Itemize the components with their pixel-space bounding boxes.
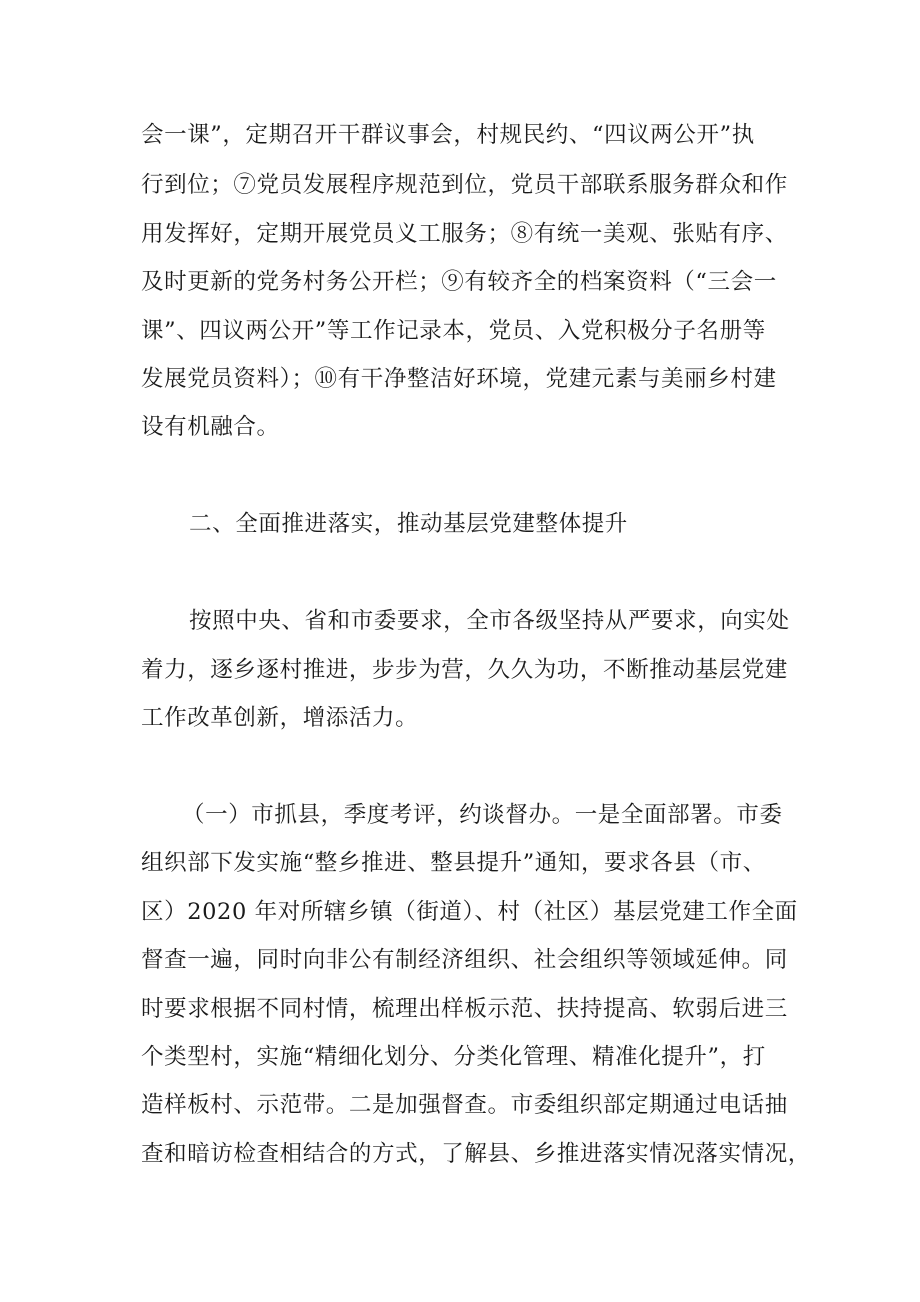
section-heading: 二、全面推进落实，推动基层党建整体提升 — [189, 511, 628, 537]
paragraph-1-line-4: 及时更新的党务村务公开栏；⑨有较齐全的档案资料（“三会一 — [141, 269, 777, 295]
paragraph-2-line-2: 着力，逐乡逐村推进，步步为营，久久为功，不断推动基层党建 — [141, 657, 788, 683]
paragraph-3-line-7: 造样板村、示范带。二是加强督查。市委组织部定期通过电话抽 — [141, 1092, 788, 1118]
paragraph-1-line-2: 行到位；⑦党员发展程序规范到位，党员干部联系服务群众和作 — [141, 172, 788, 198]
paragraph-3-line-4: 督查一遍，同时向非公有制经济组织、社会组织等领域延伸。同 — [141, 947, 788, 973]
paragraph-3-line-1: （一）市抓县，季度考评，约谈督办。一是全面部署。市委 — [182, 802, 783, 828]
paragraph-3-line-3: 区）2020 年对所辖乡镇（街道）、村（社区）基层党建工作全面 — [141, 899, 798, 925]
paragraph-1-line-7: 设有机融合。 — [141, 414, 280, 440]
paragraph-1-line-3: 用发挥好，定期开展党员义工服务；⑧有统一美观、张贴有序、 — [141, 221, 788, 247]
paragraph-1-line-5: 课”、四议两公开”等工作记录本，党员、入党积极分子名册等 — [141, 318, 766, 344]
paragraph-2-line-1: 按照中央、省和市委要求，全市各级坚持从严要求，向实处 — [189, 608, 790, 634]
paragraph-1-line-6: 发展党员资料）；⑩有干净整洁好环境，党建元素与美丽乡村建 — [141, 366, 777, 392]
paragraph-2-line-3: 工作改革创新，增添活力。 — [141, 705, 419, 731]
paragraph-3-line-8: 查和暗访检查相结合的方式，了解县、乡推进落实情况落实情况， — [141, 1141, 811, 1167]
paragraph-3-line-6: 个类型村，实施“精细化划分、分类化管理、精准化提升”，打 — [141, 1044, 766, 1070]
paragraph-3-line-5: 时要求根据不同村情，梳理出样板示范、扶持提高、软弱后进三 — [141, 996, 788, 1022]
paragraph-3-line-2: 组织部下发实施“整乡推进、整县提升”通知，要求各县（市、 — [141, 850, 766, 876]
paragraph-1-line-1: 会一课”，定期召开干群议事会，村规民约、“四议两公开”执 — [141, 122, 755, 148]
